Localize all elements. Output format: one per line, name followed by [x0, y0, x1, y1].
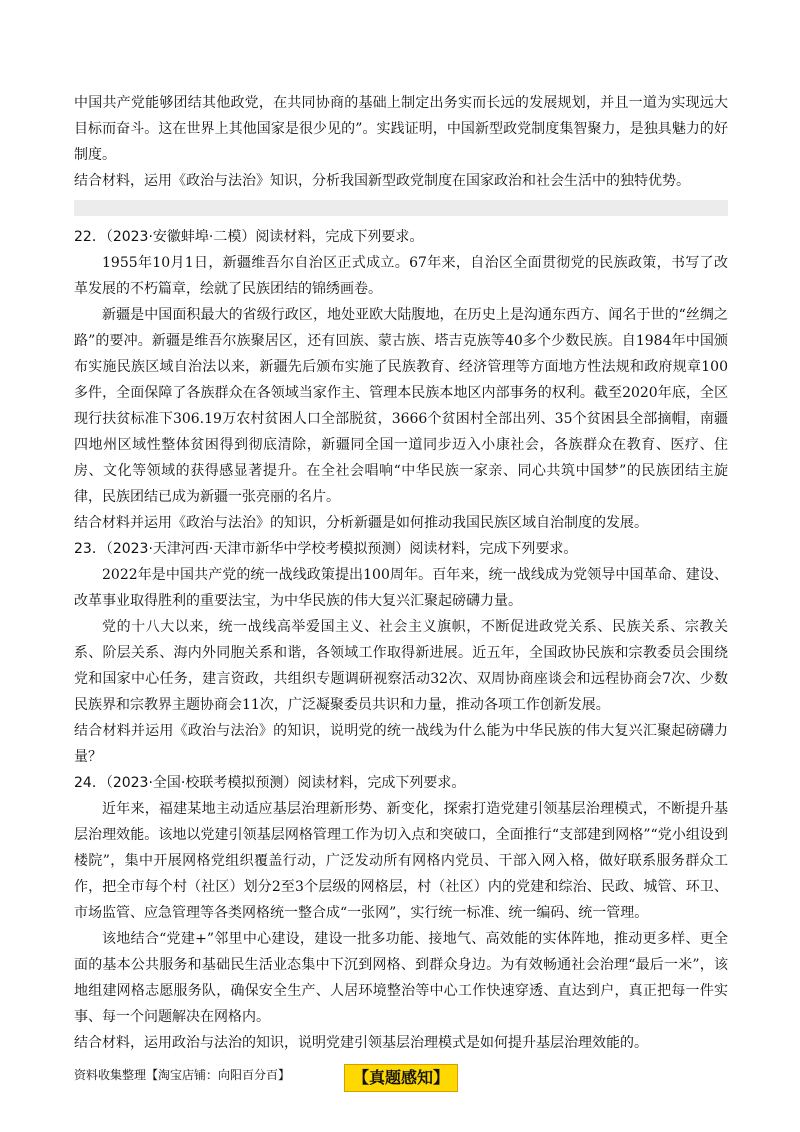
q24-header: 24．（2023·全国·校联考模拟预测）阅读材料，完成下列要求。 [74, 775, 466, 791]
section-title: 【真题感知】 [344, 1064, 458, 1092]
answer-divider [74, 200, 728, 216]
intro-question: 结合材料，运用《政治与法治》知识，分析我国新型政党制度在国家政治和社会生活中的独特优势。 [74, 173, 690, 189]
q23-para2: 党的十八大以来，统一战线高举爱国主义、社会主义旗帜，不断促进政党关系、民族关系、宗教关系、阶层关系、海内外同胞关系和谐，各领域工作取得新进展。近五年，全国政协民族和宗教委员会围绕党和国家中心任务，建言资政，共组织专题调研视察活动32次、双周协商座谈会和远程协商会7次、少数民族界和宗教界主题协商会11次，广泛凝聚委员共识和力量，推动各项工作创新发展。 [74, 619, 728, 713]
document-body [74, 90, 728, 1092]
q22-header: 22．（2023·安徽蚌埠·二模）阅读材料，完成下列要求。 [74, 229, 424, 245]
intro-material-tail: 中国共产党能够团结其他政党，在共同协商的基础上制定出务实而长远的发展规划，并且一道为实现远大目标而奋斗。这在世界上其他国家是很少见的”。实践证明，中国新型政党制度集智聚力，是独具魅力的好制度。 [74, 95, 728, 163]
q23-header: 23．（2023·天津河西·天津市新华中学校考模拟预测）阅读材料，完成下列要求。 [74, 541, 578, 557]
footer-source: 资料收集整理【淘宝店铺：向阳百分百】 [74, 1068, 291, 1082]
q24-question: 结合材料，运用政治与法治的知识，说明党建引领基层治理模式是如何提升基层治理效能的。 [74, 1035, 648, 1051]
q23-question: 结合材料并运用《政治与法治》的知识，说明党的统一战线为什么能为中华民族的伟大复兴汇聚起磅礴力量？ [74, 723, 728, 765]
q22-question: 结合材料并运用《政治与法治》的知识，分析新疆是如何推动我国民族区域自治制度的发展。 [74, 515, 648, 531]
q22-para1: 1955年10月1日，新疆维吾尔自治区正式成立。67年来，自治区全面贯彻党的民族政策，书写了改革发展的不朽篇章，绘就了民族团结的锦绣画卷。 [74, 255, 728, 297]
q24-para1: 近年来，福建某地主动适应基层治理新形势、新变化，探索打造党建引领基层治理模式，不断提升基层治理效能。该地以党建引领基层网格管理工作为切入点和突破口，全面推行“支部建到网格”“党小组设到楼院”，集中开展网格党组织覆盖行动，广泛发动所有网格内党员、干部入网入格，做好联系服务群众工作，把全市每个村（社区）划分2至3个层级的网格层，村（社区）内的党建和综治、民政、城管、环卫、市场监管、应急管理等各类网格统一整合成“一张网”，实行统一标准、统一编码、统一管理。 [74, 801, 728, 921]
q22-para2: 新疆是中国面积最大的省级行政区，地处亚欧大陆腹地，在历史上是沟通东西方、闻名于世的“丝绸之路”的要冲。新疆是维吾尔族聚居区，还有回族、蒙古族、塔吉克族等40多个少数民族。自1984年中国颁布实施民族区域自治法以来，新疆先后颁布实施了民族教育、经济管理等方面地方性法规和政府规章100多件，全面保障了各族群众在各领域当家作主、管理本民族本地区内部事务的权利。截至2020年底，全区现行扶贫标准下306.19万农村贫困人口全部脱贫，3666个贫困村全部出列、35个贫困县全部摘帽，南疆四地州区域性整体贫困得到彻底清除，新疆同全国一道同步迈入小康社会，各族群众在教育、医疗、住房、文化等领域的获得感显著提升。在全社会唱响“中华民族一家亲、同心共筑中国梦”的民族团结主旋律，民族团结已成为新疆一张亮丽的名片。 [74, 307, 728, 505]
q23-para1: 2022年是中国共产党的统一战线政策提出100周年。百年来，统一战线成为党领导中国革命、建设、改革事业取得胜利的重要法宝，为中华民族的伟大复兴汇聚起磅礴力量。 [74, 567, 728, 609]
q24-para2: 该地结合“党建+”邻里中心建设，建设一批多功能、接地气、高效能的实体阵地，推动更多样、更全面的基本公共服务和基础民生活业态集中下沉到网格、到群众身边。为有效畅通社会治理“最后一米”，该地组建网格志愿服务队，确保安全生产、人居环境整治等中心工作快速穿透、直达到户，真正把每一件实事、每一个问题解决在网格内。 [74, 931, 728, 1025]
